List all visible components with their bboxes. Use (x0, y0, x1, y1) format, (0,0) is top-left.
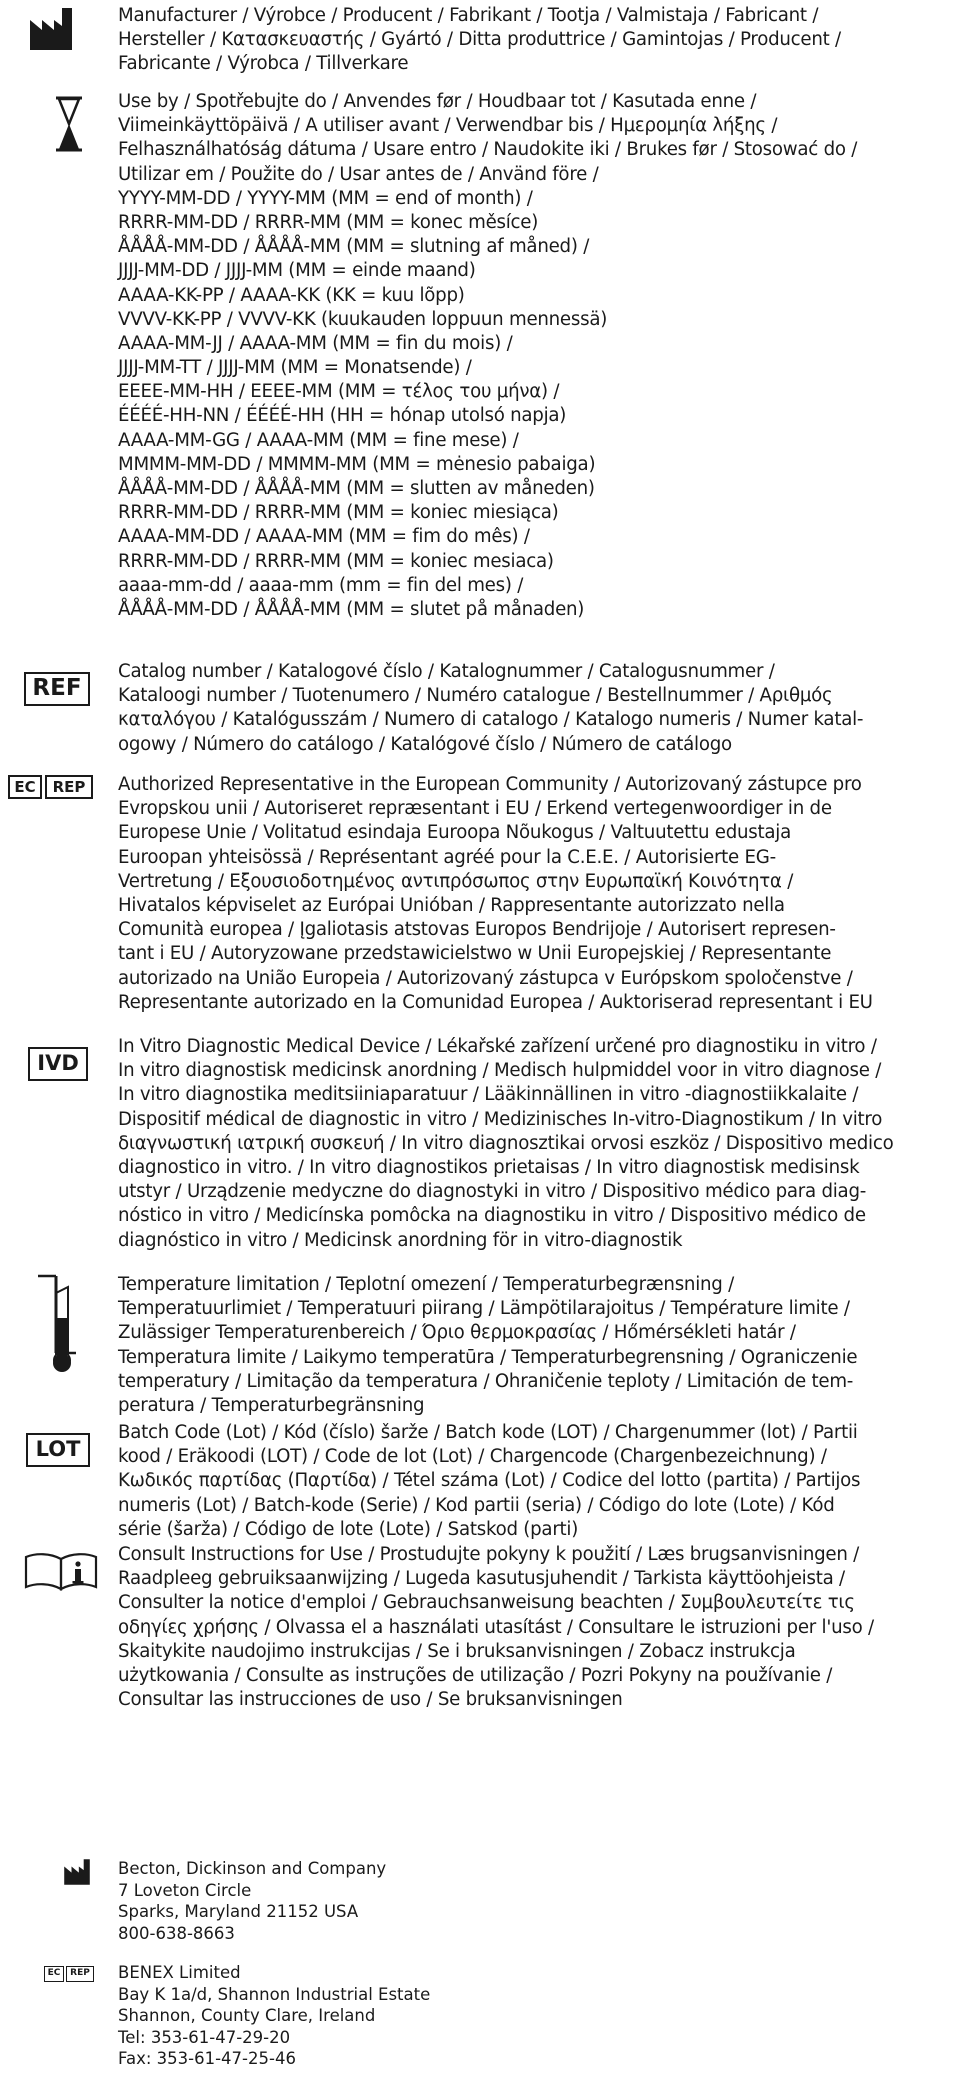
address-line: 7 Loveton Circle (118, 1880, 252, 1900)
use-by-text (118, 90, 956, 622)
text-line: Consult Instructions for Use / Prostudujte pokyny k použití / Læs brugsanvisningen / (118, 1544, 860, 1565)
ec-label: EC (44, 1966, 64, 1982)
text-line: Fabricante / Výrobca / Tillverkare (118, 53, 409, 75)
factory-icon (62, 1858, 92, 1886)
text-line: nóstico in vitro / Medicínska pomôcka na diagnostiku in vitro / Dispositivo médico de (118, 1205, 866, 1227)
address-line: 800-638-8663 (118, 1923, 235, 1943)
text-line: Representante autorizado en la Comunidad Europea / Auktoriserad representant i EU (118, 991, 873, 1013)
lot-icon (26, 1433, 90, 1467)
text-line: série (šarža) / Código de lote (Lote) / Satskod (parti) (118, 1518, 579, 1540)
text-line: JJJJ-MM-DD / JJJJ-MM (MM = einde maand) (118, 260, 476, 282)
address-line: Becton, Dickinson and Company (118, 1859, 387, 1878)
text-line: Comunità europea / Įgaliotasis atstovas Europos Bendrijoje / Autorisert represen- (118, 919, 836, 941)
address-line: Bay K 1a/d, Shannon Industrial Estate (118, 1984, 431, 2004)
thermometer-icon (36, 1273, 82, 1379)
hourglass-icon (54, 96, 84, 152)
text-line: ogowy / Número do catálogo / Katalógové číslo / Número de catálogo (118, 733, 732, 755)
text-line: diagnóstico in vitro / Medicinsk anordning för in vitro-diagnostik (118, 1229, 683, 1251)
text-line: Evropskou unii / Autoriseret repræsentant i EU / Erkend vertegenwoordiger in de (118, 798, 832, 820)
text-line: Catalog number / Katalogové číslo / Katalognummer / Catalogusnummer / (118, 661, 775, 682)
text-line: aaaa-mm-dd / aaaa-mm (mm = fin del mes) / (118, 574, 524, 596)
text-line: AAAA-MM-JJ / AAAA-MM (MM = fin du mois) / (118, 332, 513, 354)
rep-label: REP (45, 775, 93, 799)
text-line: Temperatura limite / Laikymo temperatūra / Temperaturbegrensning / Ograniczenie (118, 1346, 858, 1368)
instructions-text (118, 1543, 956, 1712)
text-line: kood / Eräkoodi (LOT) / Code de lot (Lot) / Chargencode (Chargenbezeichnung) / (118, 1446, 827, 1468)
ref-icon-label: REF (24, 672, 90, 706)
text-line: EEEE-MM-HH / EEEE-MM (MM = τέλος του μήνα) / (118, 381, 560, 403)
ivd-text (118, 1035, 956, 1253)
text-line: MMMM-MM-DD / MMMM-MM (MM = mėnesio pabaiga) (118, 453, 596, 475)
ec-rep-icon (8, 775, 93, 799)
text-line: Hivatalos képviselet az Európai Unióban / Rappresentante autorizzato nella (118, 894, 785, 916)
ec-rep-address-text (118, 1962, 430, 2070)
text-line: Κωδικός παρτίδας (Παρτίδα) / Tétel száma (Lot) / Codice del lotto (partita) / Partijos (118, 1470, 861, 1492)
text-line: διαγνωστική ιατρική συσκευή / In vitro diagnosztikai orvosi eszköz / Dispositivo medico (118, 1132, 894, 1154)
text-line: tant i EU / Autoryzowane przedstawicielstwo w Unii Europejskiej / Representante (118, 943, 832, 965)
text-line: AAAA-MM-DD / AAAA-MM (MM = fim do mês) / (118, 526, 530, 548)
text-line: Felhasználhatóság dátuma / Usare entro / Naudokite iki / Brukes før / Stosować do / (118, 139, 858, 161)
text-line: peratura / Temperaturbegränsning (118, 1394, 425, 1416)
text-line: οδηγίες χρήσης / Olvassa el a használati utasítást / Consultare le istruzioni per l'uso / (118, 1616, 874, 1638)
text-line: Temperatuurlimiet / Temperatuuri piirang / Lämpötilarajoitus / Température limite / (118, 1298, 850, 1320)
text-line: ÅÅÅÅ-MM-DD / ÅÅÅÅ-MM (MM = slutning af måned) / (118, 236, 590, 258)
text-line: Dispositif médical de diagnostic in vitro / Medizinisches In-vitro-Diagnostikum / In vitro (118, 1108, 883, 1130)
text-line: ÅÅÅÅ-MM-DD / ÅÅÅÅ-MM (MM = slutten av måneden) (118, 478, 595, 499)
text-line: Consultar las instrucciones de uso / Se bruksanvisningen (118, 1689, 623, 1711)
text-line: Zulässiger Temperaturenbereich / Όριο θερμοκρασίας / Hőmérsékleti határ / (118, 1322, 796, 1344)
text-line: Utilizar em / Použite do / Usar antes de / Använd före / (118, 163, 599, 185)
text-line: Raadpleeg gebruiksaanwijzing / Lugeda kasutusjuhendit / Tarkista käyttöohjeista / (118, 1568, 845, 1590)
text-line: Consulter la notice d'emploi / Gebrauchsanweisung beachten / Συμβουλευτείτε τις (118, 1592, 855, 1614)
text-line: AAAA-MM-GG / AAAA-MM (MM = fine mese) / (118, 429, 519, 451)
text-line: Authorized Representative in the European Community / Autorizovaný zástupce pro (118, 774, 862, 795)
text-line: Manufacturer / Výrobce / Producent / Fabrikant / Tootja / Valmistaja / Fabricant / (118, 5, 819, 26)
ivd-icon-label: IVD (28, 1047, 88, 1081)
address-line: BENEX Limited (118, 1963, 241, 1982)
text-line: Viimeinkäyttöpäivä / A utiliser avant / Verwendbar bis / Ημερομηία λήξης / (118, 115, 778, 137)
temperature-text (118, 1273, 956, 1418)
text-line: RRRR-MM-DD / RRRR-MM (MM = koniec miesiąca) (118, 502, 559, 524)
text-line: Europese Unie / Volitatud esindaja Euroopa Nõukogus / Valtuutettu edustaja (118, 822, 791, 844)
text-line: utstyr / Urządzenie medyczne do diagnostyki in vitro / Dispositivo médico para diag- (118, 1181, 867, 1203)
address-line: Sparks, Maryland 21152 USA (118, 1902, 359, 1922)
text-line: καταλόγου / Katalógusszám / Numero di catalogo / Katalogo numeris / Numer katal- (118, 709, 864, 731)
factory-icon (28, 6, 74, 52)
text-line: Use by / Spotřebujte do / Anvendes før / Houdbaar tot / Kasutada enne / (118, 91, 757, 112)
book-info-icon (24, 1551, 98, 1591)
text-line: Hersteller / Κατασκευαστής / Gyártó / Ditta produttrice / Gamintojas / Producent / (118, 29, 841, 51)
address-line: Fax: 353-61-47-25-46 (118, 2049, 296, 2069)
manufacturer-address-text (118, 1858, 386, 1944)
text-line: Vertretung / Εξουσιοδοτημένος αντιπρόσωπος στην Ευρωπαϊκή Κοινότητα / (118, 870, 794, 892)
text-line: Skaitykite naudojimo instrukcijas / Se i bruksanvisningen / Zobacz instrukcja (118, 1640, 796, 1662)
text-line: Temperature limitation / Teplotní omezení / Temperaturbegrænsning / (118, 1274, 734, 1295)
catalog-text (118, 660, 956, 757)
text-line: ÉÉÉÉ-HH-NN / ÉÉÉÉ-HH (HH = hónap utolsó napja) (118, 405, 567, 427)
ref-icon (24, 672, 90, 706)
text-line: autorizado na União Europeia / Autorizovaný zástupca v Európskom spoločenstve / (118, 967, 853, 989)
text-line: In vitro diagnostika meditsiiniaparatuur / Lääkinnällinen in vitro -diagnostiikkalaite / (118, 1084, 859, 1106)
ec-rep-text (118, 773, 956, 1015)
text-line: In vitro diagnostisk medicinsk anordning / Medisch hulpmiddel voor in vitro diagnose / (118, 1060, 882, 1082)
text-line: YYYY-MM-DD / YYYY-MM (MM = end of month) / (118, 187, 533, 209)
text-line: numeris (Lot) / Batch-kode (Serie) / Kod partii (seria) / Código do lote (Lote) / Kód (118, 1494, 835, 1516)
text-line: In Vitro Diagnostic Medical Device / Lékařské zařízení určené pro diagnostiku in vitro / (118, 1036, 877, 1057)
address-line: Tel: 353-61-47-29-20 (118, 2027, 291, 2047)
lot-icon-label: LOT (26, 1433, 90, 1467)
text-line: JJJJ-MM-TT / JJJJ-MM (MM = Monatsende) / (118, 357, 472, 379)
text-line: RRRR-MM-DD / RRRR-MM (MM = konec měsíce) (118, 211, 539, 233)
address-line: Shannon, County Clare, Ireland (118, 2006, 376, 2026)
ec-label: EC (8, 775, 42, 799)
lot-text (118, 1421, 956, 1542)
text-line: użytkowania / Consulte as instruções de utilização / Pozri Pokyny na používanie / (118, 1664, 833, 1686)
text-line: RRRR-MM-DD / RRRR-MM (MM = koniec mesiaca) (118, 550, 554, 572)
text-line: VVVV-KK-PP / VVVV-KK (kuukauden loppuun mennessä) (118, 308, 608, 330)
text-line: AAAA-KK-PP / AAAA-KK (KK = kuu lõpp) (118, 284, 465, 306)
text-line: Euroopan yhteisössä / Représentant agréé pour la C.E.E. / Autorisierte EG- (118, 846, 776, 868)
ivd-icon (28, 1047, 88, 1081)
manufacturer-text (118, 4, 956, 77)
text-line: ÅÅÅÅ-MM-DD / ÅÅÅÅ-MM (MM = slutet på månaden) (118, 598, 585, 620)
ec-rep-icon (44, 1966, 94, 1982)
rep-label: REP (66, 1966, 94, 1982)
text-line: temperatury / Limitação da temperatura / Ohraničenie teploty / Limitación de tem- (118, 1370, 854, 1392)
text-line: diagnostico in vitro. / In vitro diagnostikos prietaisas / In vitro diagnostisk medisinsk (118, 1156, 860, 1178)
text-line: Batch Code (Lot) / Kód (číslo) šarže / Batch kode (LOT) / Chargenummer (lot) / Partii (118, 1422, 858, 1443)
text-line: Kataloogi number / Tuotenumero / Numéro catalogue / Bestellnummer / Αριθμός (118, 685, 833, 707)
